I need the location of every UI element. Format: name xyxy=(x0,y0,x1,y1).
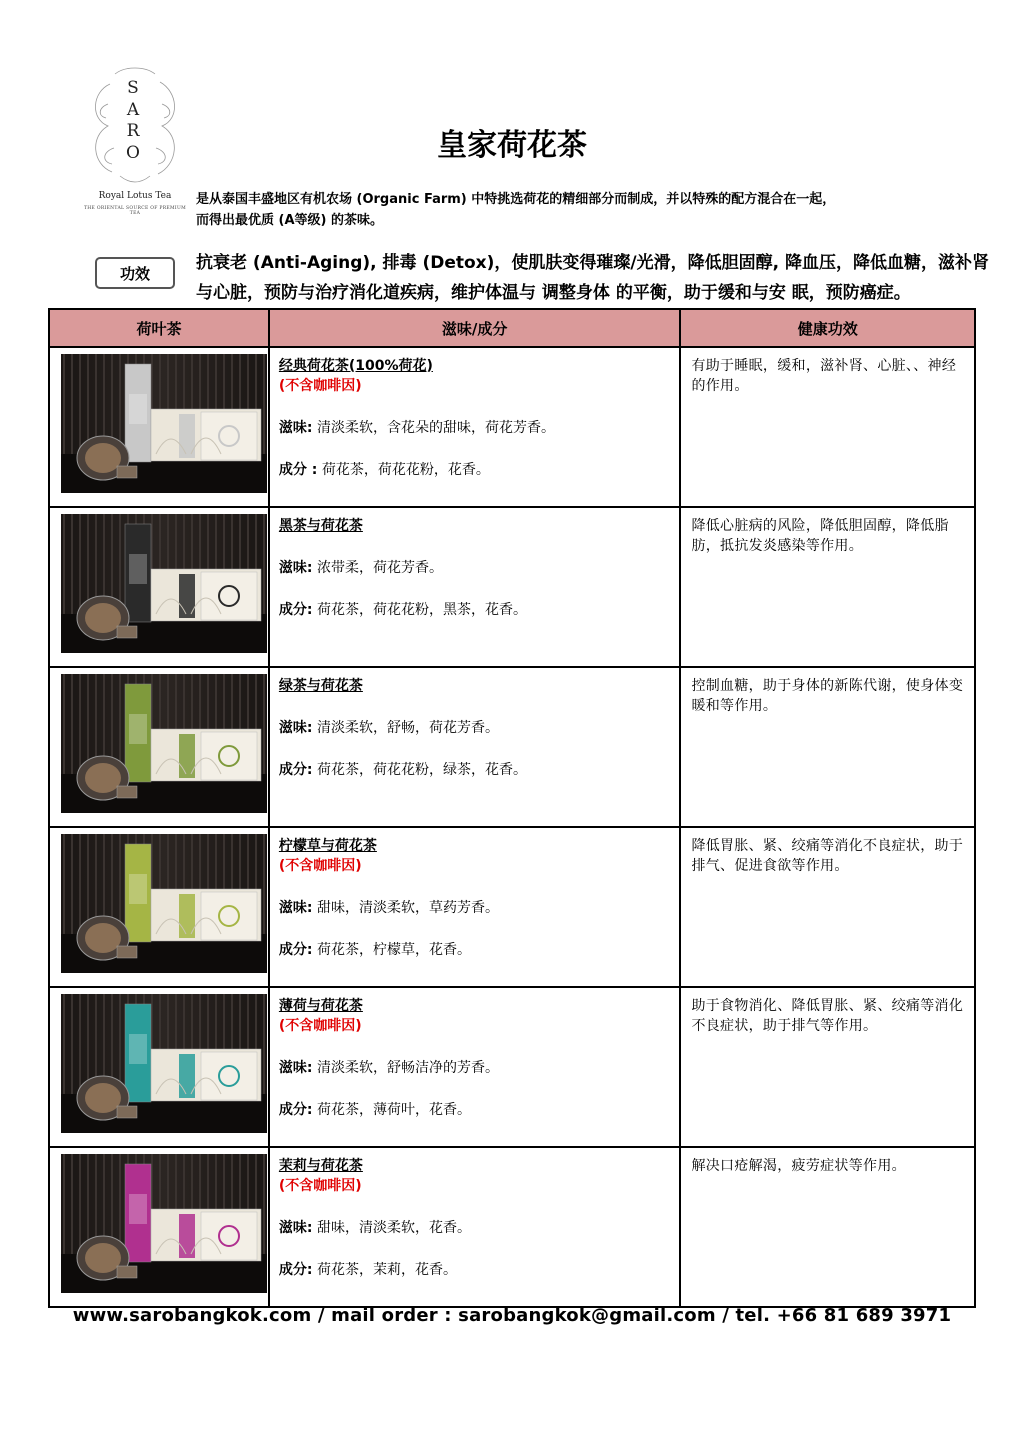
ingredients-line xyxy=(279,1260,670,1280)
tea-table xyxy=(48,308,976,1308)
table-header-row xyxy=(49,309,975,347)
caffeine-free-note: (不含咖啡因) xyxy=(278,858,362,874)
ingredients-value: 荷花茶，荷花花粉，绿茶，花香。 xyxy=(316,762,527,778)
product-image-cell xyxy=(49,987,269,1147)
taste-value: 清淡柔软，舒畅，荷花芳香。 xyxy=(316,720,499,736)
health-benefit-cell: 控制血糖，助于身体的新陈代谢，使身体变暖和等作用。 xyxy=(680,667,975,827)
header-health: 健康功效 xyxy=(680,309,975,347)
taste-line xyxy=(279,718,670,738)
ingredients-label: 成分 : xyxy=(278,462,318,478)
health-benefit-cell: 降低胃胀、紧、绞痛等消化不良症状，助于排气、促进食欲等作用。 xyxy=(680,827,975,987)
ingredients-label: 成分: xyxy=(278,602,313,618)
health-benefit-cell: 有助于睡眠，缓和，滋补肾、心脏、、神经的作用。 xyxy=(680,347,975,507)
lemongrass-lotus-photo xyxy=(61,834,267,973)
ingredients-value: 荷花茶，荷花花粉，黑茶，花香。 xyxy=(316,602,527,618)
ingredients-label: 成分: xyxy=(278,1262,313,1278)
taste-label: 滋味: xyxy=(278,1060,313,1076)
black-tea-lotus-photo xyxy=(61,514,267,653)
product-name: 经典荷花茶(100%荷花) xyxy=(278,358,433,374)
ingredients-line xyxy=(279,600,670,620)
product-name: 绿茶与荷花茶 xyxy=(278,678,363,694)
taste-value: 清淡柔软，含花朵的甜味，荷花芳香。 xyxy=(316,420,555,436)
contact-footer: www.sarobangkok.com / mail order : sarobangkok@gmail.com / tel. +66 81 689 3971 xyxy=(72,1305,952,1326)
lotus-tea-classic-photo xyxy=(61,354,267,493)
health-benefit-cell: 助于食物消化、降低胃胀、紧、绞痛等消化不良症状，助于排气等作用。 xyxy=(680,987,975,1147)
flavor-cell xyxy=(269,987,681,1147)
taste-line xyxy=(279,558,670,578)
caffeine-free-note: (不含咖啡因) xyxy=(278,378,362,394)
taste-label: 滋味: xyxy=(278,720,313,736)
intro-line: 而得出最优质 (A等级) 的茶味。 xyxy=(196,213,383,228)
product-name: 薄荷与荷花茶 xyxy=(278,998,363,1014)
taste-label: 滋味: xyxy=(278,560,313,576)
table-row xyxy=(49,1147,975,1307)
benefits-label: 功效 xyxy=(95,257,175,289)
ingredients-line xyxy=(279,1100,670,1120)
taste-line xyxy=(279,418,670,438)
brand-name: Royal Lotus Tea xyxy=(98,191,172,201)
jasmine-lotus-photo xyxy=(61,1154,267,1293)
product-image-cell xyxy=(49,667,269,827)
brand-letter: R xyxy=(126,121,140,141)
product-name: 柠檬草与荷花茶 xyxy=(278,838,377,854)
taste-line xyxy=(279,1218,670,1238)
product-name: 黑茶与荷花茶 xyxy=(278,518,363,534)
brand-letter: O xyxy=(126,142,140,163)
table-row xyxy=(49,347,975,507)
ingredients-value: 荷花茶，柠檬草，花香。 xyxy=(316,942,471,958)
taste-value: 甜味，清淡柔软，草药芳香。 xyxy=(316,900,499,916)
product-image-cell xyxy=(49,347,269,507)
ingredients-value: 荷花茶，茉莉，花香。 xyxy=(316,1262,457,1278)
intro-text xyxy=(196,189,976,231)
ingredients-value: 荷花茶，薄荷叶，花香。 xyxy=(316,1102,471,1118)
flavor-cell xyxy=(269,667,681,827)
table-row xyxy=(49,987,975,1147)
product-image-cell xyxy=(49,507,269,667)
header-flavor: 滋味/成分 xyxy=(269,309,681,347)
flavor-cell xyxy=(269,347,681,507)
ingredients-value: 荷花茶，荷花花粉，花香。 xyxy=(321,462,490,478)
ingredients-label: 成分: xyxy=(278,1102,313,1118)
brand-letter: S xyxy=(127,78,139,98)
health-benefit-cell: 解决口疮解渴，疲劳症状等作用。 xyxy=(680,1147,975,1307)
taste-value: 甜味，清淡柔软，花香。 xyxy=(316,1220,471,1236)
table-row xyxy=(49,507,975,667)
taste-line xyxy=(279,1058,670,1078)
taste-label: 滋味: xyxy=(278,420,313,436)
mint-lotus-photo xyxy=(61,994,267,1133)
ingredients-label: 成分: xyxy=(278,762,313,778)
ingredients-line xyxy=(279,940,670,960)
page-title: 皇家荷花茶 xyxy=(437,128,587,163)
ingredients-label: 成分: xyxy=(278,942,313,958)
product-name: 茉莉与荷花茶 xyxy=(278,1158,363,1174)
caffeine-free-note: (不含咖啡因) xyxy=(278,1178,362,1194)
green-tea-lotus-photo xyxy=(61,674,267,813)
taste-value: 浓带柔，荷花芳香。 xyxy=(316,560,443,576)
taste-label: 滋味: xyxy=(278,1220,313,1236)
header-tea: 荷叶茶 xyxy=(49,309,269,347)
brand-letter: A xyxy=(126,99,140,120)
flavor-cell xyxy=(269,827,681,987)
flavor-cell xyxy=(269,1147,681,1307)
intro-line: 是从泰国丰盛地区有机农场 (Organic Farm) 中特挑选荷花的精细部分而制成，并以特殊的配方混合在一起， xyxy=(196,192,836,207)
flavor-cell xyxy=(269,507,681,667)
product-image-cell xyxy=(49,827,269,987)
taste-line xyxy=(279,898,670,918)
brand-tagline: THE ORIENTAL SOURCE OF PREMIUM TEA xyxy=(84,206,186,216)
taste-label: 滋味: xyxy=(278,900,313,916)
ingredients-line xyxy=(279,760,670,780)
benefits-text: 抗衰老 (Anti-Aging), 排毒 (Detox)，使肌肤变得璀璨/光滑，降低胆固醇, 降血压，降低血糖，滋补肾与心脏，预防与治疗消化道疾病，维护体温与 调整身体 的平衡，助于缓和与安 眠，预防癌症。 xyxy=(196,253,989,303)
table-row xyxy=(49,667,975,827)
taste-value: 清淡柔软，舒畅洁净的芳香。 xyxy=(316,1060,499,1076)
ingredients-line xyxy=(279,460,670,480)
health-benefit-cell: 降低心脏病的风险，降低胆固醇，降低脂肪，抵抗发炎感染等作用。 xyxy=(680,507,975,667)
table-row xyxy=(49,827,975,987)
product-image-cell xyxy=(49,1147,269,1307)
caffeine-free-note: (不含咖啡因) xyxy=(278,1018,362,1034)
